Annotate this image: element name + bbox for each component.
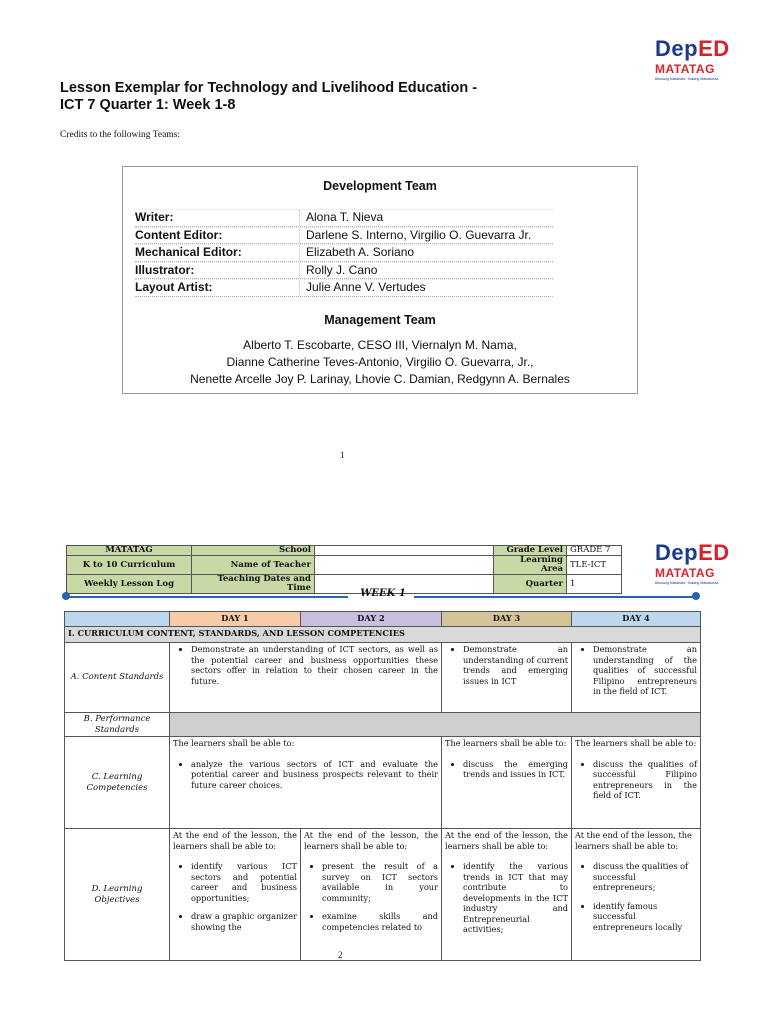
header-log: Weekly Lesson Log	[67, 575, 192, 594]
intro-text: At the end of the lesson, the learners shall be able to:	[173, 830, 297, 851]
role-label: Mechanical Editor:	[135, 245, 242, 259]
quarter-label: Quarter	[494, 575, 567, 594]
learning-competencies-d3	[442, 737, 572, 829]
list-item: • Demonstrate an understanding of current trends and emerging issues in ICT	[463, 644, 568, 686]
matatag-wordmark: MATATAG	[655, 566, 715, 580]
header-matatag: MATATAG	[67, 546, 192, 556]
area-label: Learning Area	[494, 556, 567, 575]
learning-objectives-d3	[442, 829, 572, 961]
learning-objectives-d4	[572, 829, 701, 961]
list-item: • identify the various trends in ICT that may contribute to developments in the ICT industry and Entrepreneurial activities;	[463, 861, 568, 935]
teacher-label: Name of Teacher	[192, 556, 315, 575]
list-item: • Demonstrate an understanding of ICT sectors, as well as the potential career and business opportunities these sectors offer in relation to their chosen career in the future.	[191, 644, 438, 686]
role-name: Darlene S. Interno, Virgilio O. Guevarra Jr.	[299, 228, 553, 244]
banner-right-line	[414, 596, 698, 598]
role-label: Content Editor:	[135, 227, 223, 242]
role-label: Illustrator:	[135, 262, 195, 277]
list-item: • Demonstrate an understanding of the qualities of successful Filipino entrepreneurs in the field of ICT.	[593, 644, 697, 697]
list-item: • draw a graphic organizer showing the	[191, 911, 297, 932]
mgmt-line: Alberto T. Escobarte, CESO III, Viernalyn M. Nama,	[243, 338, 517, 352]
content-standards-d4	[572, 643, 701, 713]
mgmt-team-title: Management Team	[324, 313, 436, 327]
teacher-value[interactable]	[315, 556, 494, 575]
mgmt-line: Nenette Arcelle Joy P. Larinay, Lhovie C. Damian, Redgynn A. Bernales	[190, 372, 570, 386]
role-list	[135, 209, 553, 297]
dev-team-title: Development Team	[323, 179, 437, 193]
list-item: • examine skills and competencies related to	[322, 911, 438, 932]
intro-text: At the end of the lesson, the learners shall be able to:	[575, 830, 692, 851]
credits-text: Credits to the following Teams:	[60, 130, 181, 140]
intro-text: At the end of the lesson, the learners shall be able to:	[304, 830, 438, 851]
deped-wordmark: DepED	[655, 36, 730, 61]
list-item: • identify famous successful entrepreneurs locally	[593, 901, 697, 933]
section-heading: I. CURRICULUM CONTENT, STANDARDS, AND LESSON COMPETENCIES	[65, 627, 701, 643]
deped-wordmark: DepED	[655, 540, 730, 565]
row-letter: D.	[91, 884, 101, 894]
role-label: Writer:	[135, 210, 174, 224]
lesson-log-table	[64, 611, 701, 961]
day-3-header: DAY 3	[442, 612, 572, 627]
intro-text: The learners shall be able to:	[575, 738, 697, 748]
deped-logo	[655, 540, 735, 590]
page-number: 2	[338, 950, 343, 960]
week-title: WEEK 1	[360, 588, 406, 599]
team-credits-box	[122, 166, 638, 394]
role-name: Rolly J. Cano	[299, 263, 553, 279]
intro-text: At the end of the lesson, the learners shall be able to:	[445, 830, 568, 851]
grade-label: Grade Level	[494, 546, 567, 556]
performance-standards-cell	[170, 713, 701, 737]
day-2-header: DAY 2	[301, 612, 442, 627]
role-row	[135, 209, 553, 227]
row-label-text: Learning Objectives	[94, 884, 143, 905]
quarter-value[interactable]: 1	[567, 575, 622, 594]
intro-text: The learners shall be able to:	[173, 738, 295, 748]
mgmt-team-list	[123, 337, 637, 388]
mgmt-line: Dianne Catherine Teves-Antonio, Virgilio O. Guevarra, Jr.,	[226, 355, 534, 369]
role-row	[135, 279, 553, 297]
role-row	[135, 227, 553, 245]
day-1-header: DAY 1	[170, 612, 301, 627]
learning-competencies-d4	[572, 737, 701, 829]
learning-competencies-d12	[170, 737, 442, 829]
school-label: School	[192, 546, 315, 556]
learning-competencies-label	[65, 737, 170, 829]
role-name: Alona T. Nieva	[299, 210, 553, 226]
content-standards-label	[65, 643, 170, 713]
row-letter: C.	[91, 772, 101, 782]
content-standards-d12	[170, 643, 442, 713]
area-value[interactable]: TLE-ICT	[567, 556, 622, 575]
row-label-text: Learning Competencies	[86, 772, 148, 793]
corner-cell	[65, 612, 170, 627]
grade-value[interactable]: GRADE 7	[567, 546, 622, 556]
logo-tagline: Bansang Makabata · Batang Makabansa	[655, 581, 719, 585]
page-title: Lesson Exemplar for Technology and Livelihood Education - ICT 7 Quarter 1: Week 1-8	[60, 80, 478, 113]
list-item: • discuss the emerging trends and issues in ICT.	[463, 759, 568, 780]
list-item: • discuss the qualities of successful entrepreneurs;	[593, 861, 697, 893]
matatag-wordmark: MATATAG	[655, 62, 715, 76]
list-item: • present the result of a survey on ICT sectors available in your community;	[322, 861, 438, 903]
banner-right-dot	[692, 592, 700, 600]
role-row	[135, 262, 553, 280]
role-name: Julie Anne V. Vertudes	[299, 280, 553, 296]
learning-objectives-d1	[170, 829, 301, 961]
role-label: Layout Artist:	[135, 280, 213, 294]
row-label-text: Performance Standards	[94, 714, 151, 735]
school-value[interactable]	[315, 546, 494, 556]
list-item: • identify various ICT sectors and potential career and business opportunities;	[191, 861, 297, 903]
row-letter: A.	[70, 672, 80, 683]
learning-objectives-d2	[301, 829, 442, 961]
role-name: Elizabeth A. Soriano	[299, 245, 553, 261]
week-banner	[62, 587, 704, 607]
intro-text: The learners shall be able to:	[445, 738, 567, 748]
header-curriculum: K to 10 Curriculum	[67, 556, 192, 575]
role-row	[135, 244, 553, 262]
content-standards-d3	[442, 643, 572, 713]
dates-label: Teaching Dates and Time	[192, 575, 315, 594]
page-number: 1	[340, 450, 345, 460]
performance-standards-label	[65, 713, 170, 737]
logo-tagline: Bansang Makabata · Batang Makabansa	[655, 77, 719, 81]
list-item: • discuss the qualities of successful Filipino entrepreneurs in the field of ICT.	[593, 759, 697, 801]
list-item: • analyze the various sectors of ICT and evaluate the potential career and business prospects relevant to their future career choices.	[191, 759, 438, 791]
day-4-header: DAY 4	[572, 612, 701, 627]
row-letter: B.	[83, 714, 93, 724]
deped-logo	[655, 36, 735, 86]
learning-objectives-label	[65, 829, 170, 961]
row-label-text: Content Standards	[82, 672, 164, 683]
